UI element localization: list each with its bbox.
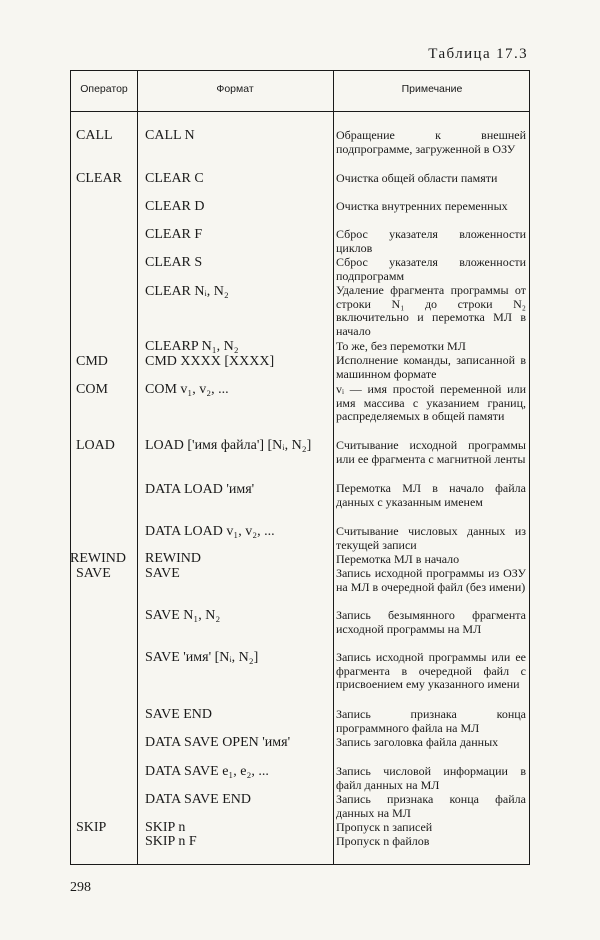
- note-cell: Перемотка МЛ в начало файла данных с указанным именем: [336, 481, 526, 509]
- header-format: Формат: [216, 83, 254, 95]
- note-cell: Запись числовой информации в файл данных на МЛ: [336, 764, 526, 792]
- note-cell: Запись заголовка файла данных: [336, 735, 499, 749]
- format-cell: SKIP n F: [145, 834, 197, 849]
- format-cell: SAVE END: [145, 707, 213, 722]
- format-cell: SKIP n: [145, 820, 186, 835]
- format-cell: COM v₁, v₂, ...: [145, 382, 229, 397]
- format-cell: SAVE: [145, 566, 180, 581]
- format-cell: CLEAR C: [145, 171, 204, 186]
- header-divider: [71, 111, 529, 112]
- page-number: 298: [70, 880, 91, 895]
- note-cell: Перемотка МЛ в начало: [336, 552, 460, 566]
- note-cell: Очистка общей области памяти: [336, 171, 498, 185]
- format-cell: CLEAR S: [145, 255, 203, 270]
- format-cell: CLEAR Nᵢ, N₂: [145, 284, 229, 299]
- format-cell: DATA LOAD v₁, v₂, ...: [145, 524, 275, 539]
- operator-cell: CALL: [76, 128, 113, 143]
- format-cell: REWIND: [145, 551, 201, 566]
- operator-cell: SAVE: [76, 566, 111, 581]
- format-cell: LOAD ['имя файла'] [Nᵢ, N₂]: [145, 438, 312, 453]
- note-cell: Удаление фрагмента программы от строки N₁ до строки N₂ включительно и перемотка МЛ в начало: [336, 283, 526, 338]
- table-caption: Таблица 17.3: [428, 46, 528, 62]
- format-cell: DATA LOAD 'имя': [145, 482, 255, 497]
- format-cell: CMD XXXX [XXXX]: [145, 354, 275, 369]
- format-cell: DATA SAVE OPEN 'имя': [145, 735, 291, 750]
- operator-cell: LOAD: [76, 438, 115, 453]
- note-cell: Запись исходной программы или ее фрагмента в очередной файл с присвоением ему указанного имени: [336, 650, 526, 692]
- operator-cell: CMD: [76, 354, 108, 369]
- note-cell: Запись безымянного фрагмента исходной программы на МЛ: [336, 608, 526, 636]
- format-cell: CLEAR D: [145, 199, 205, 214]
- column-divider: [137, 71, 138, 864]
- column-divider: [333, 71, 334, 864]
- note-cell: Запись признака конца файла данных на МЛ: [336, 792, 526, 820]
- operator-cell: CLEAR: [76, 171, 122, 186]
- header-note: Примечание: [401, 83, 463, 95]
- operator-cell: REWIND: [70, 551, 126, 566]
- note-cell: vᵢ — имя простой переменной или имя массива с указанием границ, распределяемых в общей памяти: [336, 382, 526, 424]
- format-cell: CLEAR F: [145, 227, 203, 242]
- operator-cell: COM: [76, 382, 108, 397]
- note-cell: Сброс указателя вложенности подпрограмм: [336, 255, 526, 283]
- format-cell: CLEARP N₁, N₂: [145, 339, 239, 354]
- note-cell: Обращение к внешней подпрограмме, загруженной в ОЗУ: [336, 128, 526, 156]
- note-cell: Запись исходной программы из ОЗУ на МЛ в очередной файл (без имени): [336, 566, 526, 594]
- note-cell: То же, без перемотки МЛ: [336, 339, 466, 353]
- note-cell: Исполнение команды, записанной в машинном формате: [336, 353, 526, 381]
- operator-cell: SKIP: [76, 820, 107, 835]
- format-cell: SAVE 'имя' [Nᵢ, N₂]: [145, 650, 259, 665]
- format-cell: DATA SAVE e₁, e₂, ...: [145, 764, 269, 779]
- note-cell: Пропуск n файлов: [336, 834, 430, 848]
- note-cell: Пропуск n записей: [336, 820, 433, 834]
- format-cell: CALL N: [145, 128, 195, 143]
- note-cell: Очистка внутренних переменных: [336, 199, 508, 213]
- note-cell: Считывание исходной программы или ее фрагмента с магнитной ленты: [336, 438, 526, 466]
- format-cell: DATA SAVE END: [145, 792, 251, 807]
- note-cell: Сброс указателя вложенности циклов: [336, 227, 526, 255]
- note-cell: Запись признака конца программного файла на МЛ: [336, 707, 526, 735]
- note-cell: Считывание числовых данных из текущей записи: [336, 524, 526, 552]
- format-cell: SAVE N₁, N₂: [145, 608, 221, 623]
- header-operator: Оператор: [80, 83, 128, 95]
